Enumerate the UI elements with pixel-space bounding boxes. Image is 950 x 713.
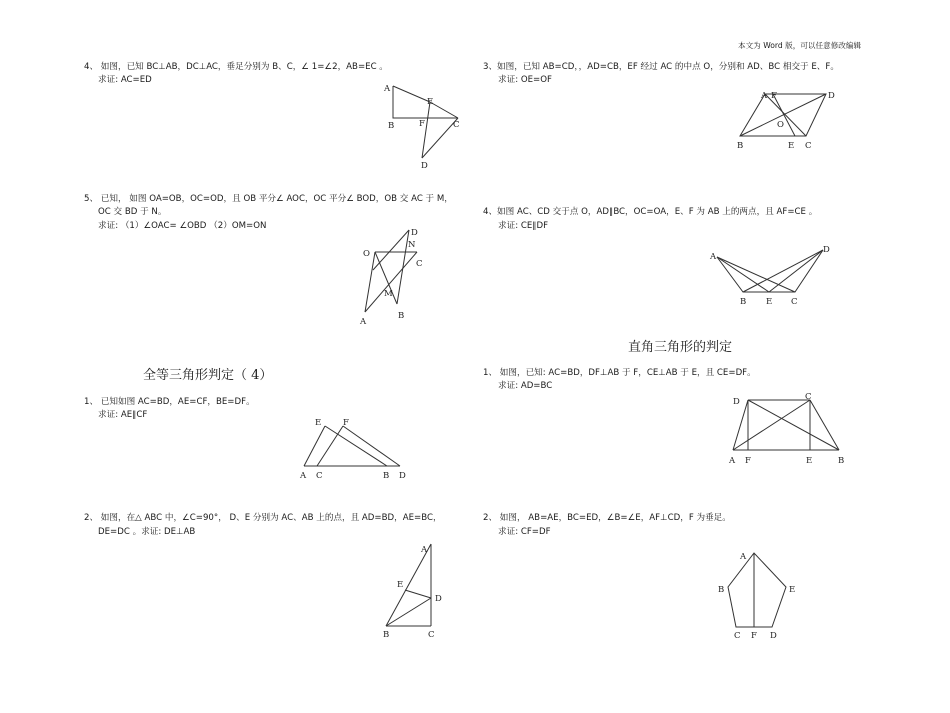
figure-problem-3 xyxy=(730,84,845,156)
problem-4r-proof: 求证: CE∥DF xyxy=(498,221,549,231)
label-C: C xyxy=(416,259,423,269)
label-B: B xyxy=(740,297,747,307)
label-C: C xyxy=(734,631,741,641)
label-B: B xyxy=(383,471,390,481)
label-B: B xyxy=(398,311,405,321)
right-question-1-statement: 1、 如图，已知: AC=BD，DF⊥AB 于 F，CE⊥AB 于 E，且 CE=DF。 xyxy=(483,368,756,378)
label-B: B xyxy=(718,585,725,595)
label-A: A xyxy=(710,252,717,262)
label-E: E xyxy=(766,297,773,307)
label-A: A xyxy=(761,91,768,101)
label-A: A xyxy=(421,545,428,555)
label-F: F xyxy=(771,91,777,101)
label-C: C xyxy=(316,471,323,481)
label-E: E xyxy=(788,141,795,151)
label-E: E xyxy=(789,585,796,595)
label-A: A xyxy=(740,552,747,562)
figure-question-1 xyxy=(295,412,415,484)
right-question-1-proof: 求证: AD=BC xyxy=(498,381,553,391)
label-C: C xyxy=(453,120,460,130)
label-D: D xyxy=(733,397,740,407)
label-N: N xyxy=(408,240,416,250)
label-A: A xyxy=(729,456,736,466)
label-D: D xyxy=(828,91,835,101)
label-C: C xyxy=(791,297,798,307)
label-B: B xyxy=(383,630,390,640)
label-D: D xyxy=(823,245,830,255)
label-C: C xyxy=(428,630,435,640)
right-question-2-statement: 2、 如图， AB=AE，BC=ED，∠B=∠E，AF⊥CD，F 为垂足。 xyxy=(483,513,731,523)
problem-4-proof: 求证: AC=ED xyxy=(98,75,152,85)
label-B: B xyxy=(388,121,395,131)
problem-3-proof: 求证: OE=OF xyxy=(498,75,552,85)
label-D: D xyxy=(421,161,428,171)
problem-4r-statement: 4、如图 AC、CD 交于点 O，AD∥BC，OC=OA，E、F 为 AB 上的两点，且 AF=CE 。 xyxy=(483,207,818,217)
label-E: E xyxy=(397,580,404,590)
label-E: E xyxy=(806,456,813,466)
label-E: E xyxy=(427,97,434,107)
label-F: F xyxy=(745,456,751,466)
problem-5-statement-cont: OC 交 BD 于 N。 xyxy=(98,207,167,217)
right-question-2-proof: 求证: CF=DF xyxy=(498,527,551,537)
label-F: F xyxy=(751,631,757,641)
problem-5-statement: 5、 已知， 如图 OA=OB，OC=OD，且 OB 平分∠ AOC，OC 平分∠ BOD，OB 交 AC 于 M， xyxy=(84,194,453,204)
question-1-statement: 1、 已知如图 AC=BD，AE=CF，BE=DF。 xyxy=(84,397,255,407)
label-A: A xyxy=(300,471,307,481)
section-title-right-triangle: 直角三角形的判定 xyxy=(628,340,733,355)
header-note: 本文为 Word 版，可以任意修改编辑 xyxy=(738,41,862,50)
label-D: D xyxy=(399,471,406,481)
question-2-statement-cont: DE=DC 。求证: DE⊥AB xyxy=(98,527,196,537)
figure-question-2 xyxy=(375,538,455,643)
label-F: F xyxy=(419,119,425,129)
problem-5-proof: 求证: （1）∠OAC= ∠OBD （2）OM=ON xyxy=(98,221,267,231)
label-B: B xyxy=(838,456,845,466)
figure-right-question-2 xyxy=(712,545,802,645)
label-O: O xyxy=(777,120,784,130)
label-B: B xyxy=(737,141,744,151)
problem-3-statement: 3、如图，已知 AB=CD，，AD=CB，EF 经过 AC 的中点 O，分别和 AD、BC 相交于 E、F。 xyxy=(483,62,839,72)
problem-4-statement: 4、 如图，已知 BC⊥AB，DC⊥AC，垂足分别为 B、C，∠ 1=∠2，AB=EC 。 xyxy=(84,62,388,72)
label-F: F xyxy=(343,418,349,428)
label-O: O xyxy=(363,249,370,259)
figure-right-question-1 xyxy=(726,390,856,470)
label-C: C xyxy=(805,141,812,151)
label-M: M xyxy=(384,289,393,299)
label-D: D xyxy=(770,631,777,641)
label-A: A xyxy=(360,317,367,327)
label-D: D xyxy=(435,594,442,604)
section-title-congruent-4: 全等三角形判定（ 4） xyxy=(143,368,273,383)
question-2-statement: 2、 如图，在△ ABC 中，∠C=90°， D、E 分别为 AC、AB 上的点，且 AD=BD，AE=BC， xyxy=(84,513,442,523)
question-1-proof: 求证: AE∥CF xyxy=(98,410,148,420)
label-C: C xyxy=(805,392,812,402)
figure-problem-4 xyxy=(370,80,470,175)
figure-problem-4r xyxy=(705,240,840,312)
label-D: D xyxy=(411,228,418,238)
label-E: E xyxy=(315,418,322,428)
label-A: A xyxy=(384,84,391,94)
figure-problem-5 xyxy=(355,222,435,327)
